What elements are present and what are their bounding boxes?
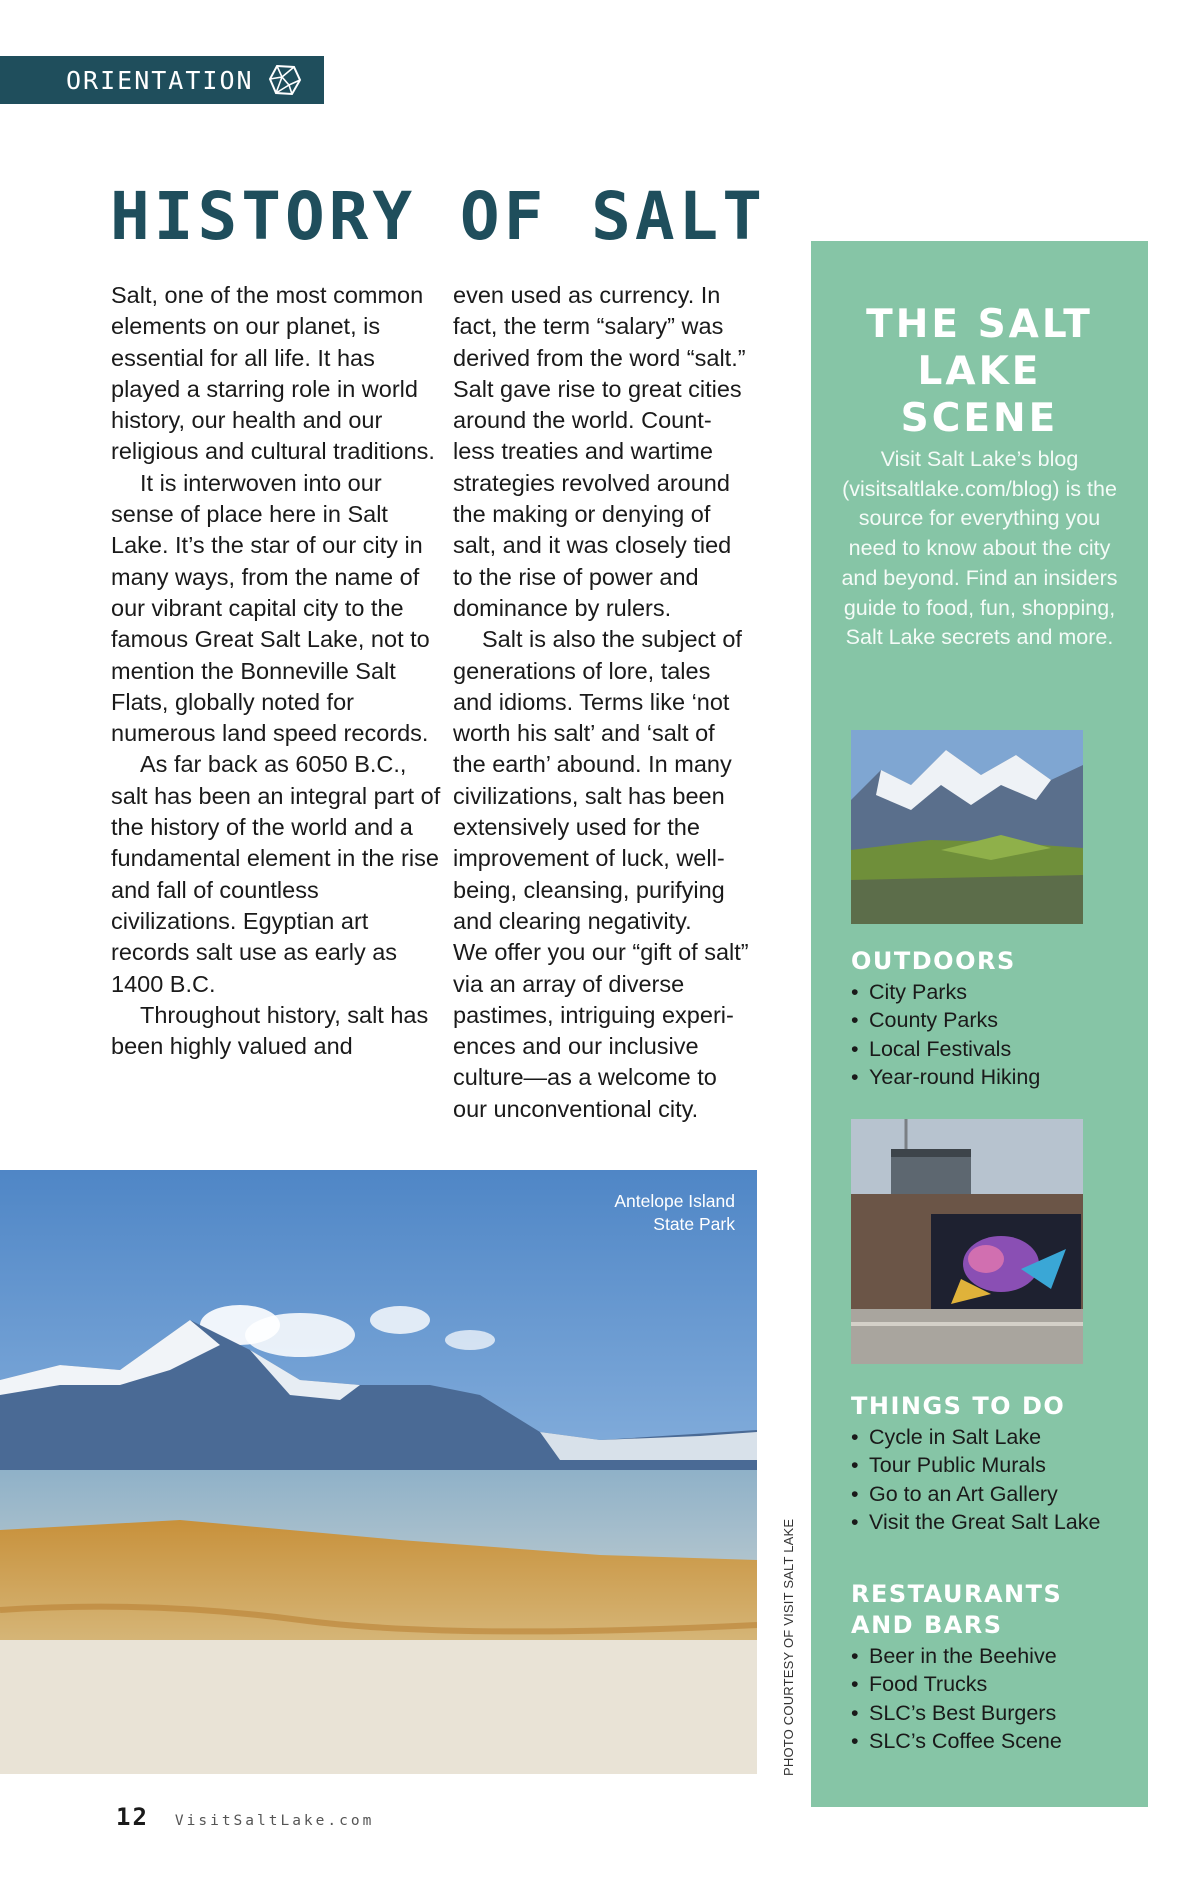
photo-credit: PHOTO COURTESY OF VISIT SALT LAKE [781,1518,796,1776]
page-title: HISTORY OF SALT [110,178,767,255]
sidebar-title [811,301,1148,442]
list-item: • Visit the Great Salt Lake [851,1508,1131,1536]
paragraph: Salt is also the subject of generations of lore, tales and idioms. Terms like ‘not worth his salt’ and ‘salt of the earth’ abound. In many civilizations, salt has been extensively used for the improvement of luck, well-being, cleansing, purifying and clearing negativity. [453,626,742,934]
list-item: • Beer in the Beehive [851,1642,1131,1670]
sidebar-title-line: SCENE [900,396,1059,441]
faceted-gem-icon [268,63,302,97]
photo-caption [614,1190,735,1236]
paragraph: even used as currency. In fact, the term “salary” was derived from the word “salt.” Salt gave rise to great cities around the world. Count-less treaties and wartime strategies revolved around the making or denying of salt, and it was closely tied to the rise of power and dominance by rulers. [453,282,746,621]
list-item: • SLC’s Best Burgers [851,1699,1131,1727]
sidebar-blurb: Visit Salt Lake’s blog (visitsaltlake.com/blog) is the source for everything you need to know about the city and beyond. Find an insiders guide to food, fun, shopping, Salt Lake secrets and more. [841,447,1118,650]
mural-photo [851,1119,1083,1364]
paragraph: As far back as 6050 B.C., salt has been an integral part of the history of the world and a fundamental element in the rise and fall of countless civilizations. Egyptian art records salt use as early as 1400 B.C. [111,751,441,997]
sidebar-heading-outdoors: OUTDOORS [851,947,1016,975]
page-number: 12 [116,1803,149,1831]
article-column-1 [111,280,441,1062]
restaurants-list [851,1642,1131,1755]
mountain-photo [851,730,1083,924]
list-item: • Year-round Hiking [851,1063,1131,1091]
sidebar-title-line: THE SALT [866,302,1093,347]
sidebar-panel [811,241,1148,1807]
paragraph: We offer you our “gift of salt” via an array of diverse pastimes, intriguing experi-ences and our inclusive culture—as a welcome to our unconventional city. [453,939,749,1122]
article-column-2 [453,280,753,1125]
sidebar-heading-restaurants [851,1579,1141,1641]
list-item: • City Parks [851,978,1131,1006]
sidebar-heading-things-to-do: THINGS TO DO [851,1392,1066,1420]
paragraph: It is interwoven into our sense of place here in Salt Lake. It’s the star of our city in many ways, from the name of our vibrant capital city to the famous Great Salt Lake, not to mention the Bonneville Salt Flats, globally noted for numerous land speed records. [111,469,430,747]
paragraph: Throughout history, salt has been highly valued and [111,1001,429,1060]
sidebar-heading-line: RESTAURANTS [851,1580,1063,1608]
caption-line: Antelope Island [614,1191,735,1211]
list-item: • Food Trucks [851,1670,1131,1698]
caption-line: State Park [653,1214,735,1234]
antelope-island-photo [0,1170,757,1774]
sidebar-heading-line: AND BARS [851,1611,1003,1639]
section-tab [0,56,324,104]
outdoors-list [851,978,1131,1091]
page-footer [116,1803,374,1831]
list-item: • SLC’s Coffee Scene [851,1727,1131,1755]
list-item: • Local Festivals [851,1035,1131,1063]
list-item: • Cycle in Salt Lake [851,1423,1131,1451]
list-item: • Go to an Art Gallery [851,1480,1131,1508]
list-item: • County Parks [851,1006,1131,1034]
things-to-do-list [851,1423,1131,1536]
site-url: VisitSaltLake.com [174,1813,375,1829]
paragraph: Salt, one of the most common elements on our planet, is essential for all life. It has played a starring role in world history, our health and our religious and cultural traditions. [111,282,435,465]
sidebar-title-line: LAKE [917,349,1042,394]
list-item: • Tour Public Murals [851,1451,1131,1479]
section-label: ORIENTATION [66,65,254,95]
